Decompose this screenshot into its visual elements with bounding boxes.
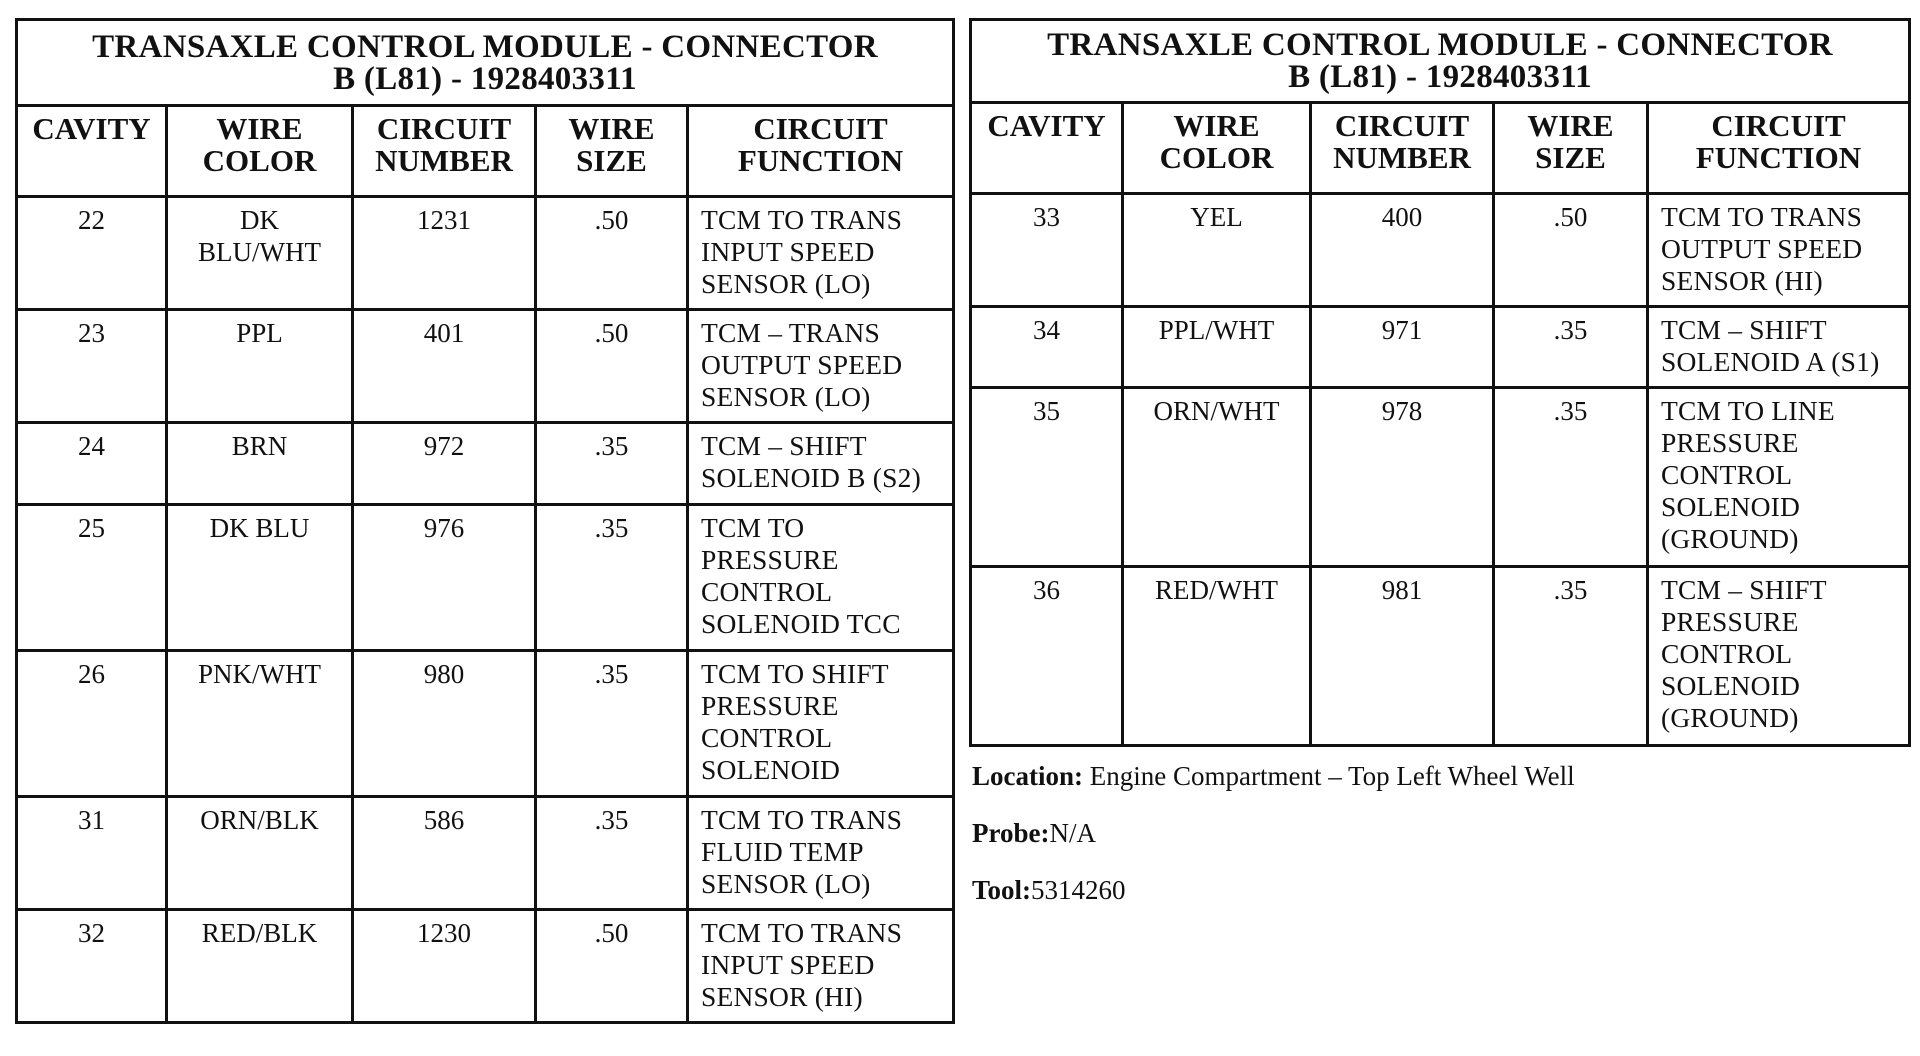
wire-color-line: BRN bbox=[231, 431, 288, 461]
circuit-function-cell bbox=[688, 423, 954, 505]
circuit-number-cell: 586 bbox=[353, 797, 536, 910]
function-line: OUTPUT SPEED bbox=[701, 349, 903, 380]
wire-size-cell: .35 bbox=[536, 505, 688, 651]
function-line: CONTROL bbox=[1661, 459, 1793, 490]
wire-color-cell bbox=[167, 505, 353, 651]
header-line2: SIZE bbox=[576, 143, 647, 178]
table-row bbox=[971, 388, 1910, 567]
tool-value: 5314260 bbox=[1031, 875, 1126, 905]
function-line: TCM TO TRANS bbox=[701, 917, 903, 948]
circuit-function-cell bbox=[688, 197, 954, 310]
cavity-cell: 24 bbox=[17, 423, 167, 505]
location-label: Location: bbox=[972, 761, 1083, 791]
function-line: SOLENOID bbox=[1661, 670, 1801, 701]
function-line: INPUT SPEED bbox=[701, 236, 875, 267]
wire-color-cell bbox=[1123, 388, 1311, 567]
wire-color-line: ORN/WHT bbox=[1153, 396, 1280, 426]
function-line: CONTROL bbox=[1661, 638, 1793, 669]
header-wire-size bbox=[1494, 103, 1648, 194]
header-line2: NUMBER bbox=[375, 143, 513, 178]
circuit-function-cell bbox=[688, 505, 954, 651]
table-row bbox=[17, 310, 954, 423]
circuit-function-cell bbox=[688, 797, 954, 910]
header-line1: CIRCUIT bbox=[1711, 108, 1846, 143]
function-line: TCM – SHIFT bbox=[701, 430, 867, 461]
header-circuit-function bbox=[688, 106, 954, 197]
circuit-number-cell: 401 bbox=[353, 310, 536, 423]
function-line: TCM TO LINE bbox=[1661, 395, 1835, 426]
wire-color-cell bbox=[167, 651, 353, 797]
right-connector-table bbox=[969, 18, 1911, 747]
wire-color-cell bbox=[167, 423, 353, 505]
header-line2: COLOR bbox=[1159, 140, 1274, 175]
circuit-function-cell bbox=[688, 651, 954, 797]
tool-line bbox=[972, 874, 1575, 931]
function-line: SENSOR (LO) bbox=[701, 868, 871, 899]
table-row bbox=[17, 651, 954, 797]
header-line2: FUNCTION bbox=[1695, 140, 1862, 175]
function-line: TCM TO SHIFT bbox=[701, 658, 889, 689]
function-line: TCM TO TRANS bbox=[701, 204, 903, 235]
wire-size-cell: .35 bbox=[1494, 567, 1648, 746]
table-title bbox=[971, 20, 1910, 103]
circuit-function-cell bbox=[688, 910, 954, 1023]
wire-size-cell: .50 bbox=[1494, 194, 1648, 307]
cavity-cell: 36 bbox=[971, 567, 1123, 746]
header-line1: WIRE bbox=[1173, 108, 1260, 143]
function-line: (GROUND) bbox=[1661, 523, 1799, 554]
header-line1: WIRE bbox=[568, 111, 655, 146]
circuit-number-cell: 971 bbox=[1311, 307, 1494, 388]
header-line1: CIRCUIT bbox=[1334, 108, 1470, 143]
wire-size-cell: .35 bbox=[1494, 307, 1648, 388]
circuit-function-cell bbox=[1648, 388, 1910, 567]
wire-color-line: PPL bbox=[236, 318, 283, 348]
circuit-number-cell: 1231 bbox=[353, 197, 536, 310]
function-line: SOLENOID A (S1) bbox=[1661, 346, 1880, 377]
wire-size-cell: .35 bbox=[536, 797, 688, 910]
table-row bbox=[17, 197, 954, 310]
header-line1: CIRCUIT bbox=[753, 111, 888, 146]
cavity-cell: 34 bbox=[971, 307, 1123, 388]
table-row bbox=[17, 910, 954, 1023]
wire-color-line: BLU/WHT bbox=[198, 237, 321, 267]
wire-size-cell: .50 bbox=[536, 197, 688, 310]
wire-color-cell bbox=[167, 910, 353, 1023]
left-connector-table bbox=[15, 18, 955, 1024]
wire-color-line: PPL/WHT bbox=[1158, 315, 1275, 345]
circuit-number-cell: 978 bbox=[1311, 388, 1494, 567]
wire-size-cell: .35 bbox=[536, 651, 688, 797]
table-row bbox=[17, 797, 954, 910]
header-line1: CIRCUIT bbox=[376, 111, 512, 146]
wire-size-cell: .35 bbox=[1494, 388, 1648, 567]
cavity-cell: 26 bbox=[17, 651, 167, 797]
cavity-cell: 22 bbox=[17, 197, 167, 310]
wire-color-cell bbox=[167, 797, 353, 910]
circuit-number-cell: 980 bbox=[353, 651, 536, 797]
header-line2: FUNCTION bbox=[737, 143, 904, 178]
location-value: Engine Compartment – Top Left Wheel Well bbox=[1083, 761, 1575, 791]
function-line: CONTROL bbox=[701, 576, 833, 607]
function-line: SOLENOID bbox=[701, 754, 841, 785]
function-line: TCM – TRANS bbox=[701, 317, 880, 348]
table-title bbox=[17, 20, 954, 106]
wire-color-line: DK BLU bbox=[209, 513, 310, 543]
probe-label: Probe: bbox=[972, 818, 1050, 848]
cavity-cell: 33 bbox=[971, 194, 1123, 307]
cavity-cell: 32 bbox=[17, 910, 167, 1023]
header-line1: CAVITY bbox=[32, 111, 151, 146]
function-line: PRESSURE bbox=[701, 690, 839, 721]
function-line: TCM – SHIFT bbox=[1661, 314, 1827, 345]
table-row bbox=[971, 307, 1910, 388]
cavity-cell: 25 bbox=[17, 505, 167, 651]
wire-color-line: DK bbox=[240, 205, 279, 235]
table-row bbox=[971, 567, 1910, 746]
header-circuit-number bbox=[1311, 103, 1494, 194]
table-row bbox=[17, 505, 954, 651]
header-wire-color bbox=[1123, 103, 1311, 194]
wire-color-cell bbox=[167, 310, 353, 423]
function-line: FLUID TEMP bbox=[701, 836, 864, 867]
function-line: CONTROL bbox=[701, 722, 833, 753]
wire-color-cell bbox=[1123, 567, 1311, 746]
header-line1: WIRE bbox=[216, 111, 303, 146]
wire-color-cell bbox=[1123, 307, 1311, 388]
wire-size-cell: .35 bbox=[536, 423, 688, 505]
header-wire-size bbox=[536, 106, 688, 197]
wire-color-line: ORN/BLK bbox=[200, 805, 319, 835]
function-line: (GROUND) bbox=[1661, 702, 1799, 733]
cavity-cell: 23 bbox=[17, 310, 167, 423]
probe-value: N/A bbox=[1049, 818, 1096, 848]
wire-color-cell bbox=[1123, 194, 1311, 307]
wire-color-line: RED/BLK bbox=[201, 918, 318, 948]
connector-info bbox=[972, 760, 1575, 931]
table-row bbox=[17, 423, 954, 505]
wire-size-cell: .50 bbox=[536, 310, 688, 423]
function-line: TCM TO TRANS bbox=[701, 804, 903, 835]
wire-color-line: YEL bbox=[1190, 202, 1243, 232]
circuit-number-cell: 976 bbox=[353, 505, 536, 651]
header-cavity bbox=[17, 106, 167, 197]
wire-color-line: RED/WHT bbox=[1155, 575, 1278, 605]
function-line: SENSOR (HI) bbox=[1661, 265, 1823, 296]
cavity-cell: 31 bbox=[17, 797, 167, 910]
table-title-line2: B (L81) - 1928403311 bbox=[1288, 59, 1592, 95]
circuit-number-cell: 981 bbox=[1311, 567, 1494, 746]
function-line: SOLENOID TCC bbox=[701, 608, 901, 639]
circuit-number-cell: 1230 bbox=[353, 910, 536, 1023]
header-line1: WIRE bbox=[1527, 108, 1614, 143]
circuit-number-cell: 400 bbox=[1311, 194, 1494, 307]
function-line: PRESSURE bbox=[1661, 427, 1799, 458]
table-row bbox=[971, 194, 1910, 307]
function-line: TCM TO TRANS bbox=[1661, 201, 1863, 232]
function-line: SOLENOID B (S2) bbox=[701, 462, 921, 493]
header-circuit-function bbox=[1648, 103, 1910, 194]
probe-line bbox=[972, 817, 1575, 874]
function-line: SENSOR (HI) bbox=[701, 981, 863, 1012]
header-line2: COLOR bbox=[202, 143, 317, 178]
function-line: PRESSURE bbox=[701, 544, 839, 575]
table-title-line1: TRANSAXLE CONTROL MODULE - CONNECTOR bbox=[92, 28, 878, 65]
header-cavity bbox=[971, 103, 1123, 194]
circuit-function-cell bbox=[688, 310, 954, 423]
table-title-line1: TRANSAXLE CONTROL MODULE - CONNECTOR bbox=[1047, 27, 1833, 63]
cavity-cell: 35 bbox=[971, 388, 1123, 567]
function-line: TCM – SHIFT bbox=[1661, 574, 1827, 605]
function-line: TCM TO bbox=[701, 512, 805, 543]
circuit-function-cell bbox=[1648, 194, 1910, 307]
circuit-function-cell bbox=[1648, 567, 1910, 746]
header-wire-color bbox=[167, 106, 353, 197]
table-title-line2: B (L81) - 1928403311 bbox=[333, 60, 637, 97]
circuit-function-cell bbox=[1648, 307, 1910, 388]
wire-size-cell: .50 bbox=[536, 910, 688, 1023]
header-line2: NUMBER bbox=[1333, 140, 1471, 175]
header-line1: CAVITY bbox=[987, 108, 1106, 143]
function-line: PRESSURE bbox=[1661, 606, 1799, 637]
header-line2: SIZE bbox=[1535, 140, 1606, 175]
function-line: SENSOR (LO) bbox=[701, 381, 871, 412]
function-line: OUTPUT SPEED bbox=[1661, 233, 1863, 264]
wire-color-cell bbox=[167, 197, 353, 310]
wire-color-line: PNK/WHT bbox=[198, 659, 321, 689]
function-line: SENSOR (LO) bbox=[701, 268, 871, 299]
header-circuit-number bbox=[353, 106, 536, 197]
tool-label: Tool: bbox=[972, 875, 1032, 905]
circuit-number-cell: 972 bbox=[353, 423, 536, 505]
location-line bbox=[972, 760, 1575, 817]
function-line: INPUT SPEED bbox=[701, 949, 875, 980]
function-line: SOLENOID bbox=[1661, 491, 1801, 522]
